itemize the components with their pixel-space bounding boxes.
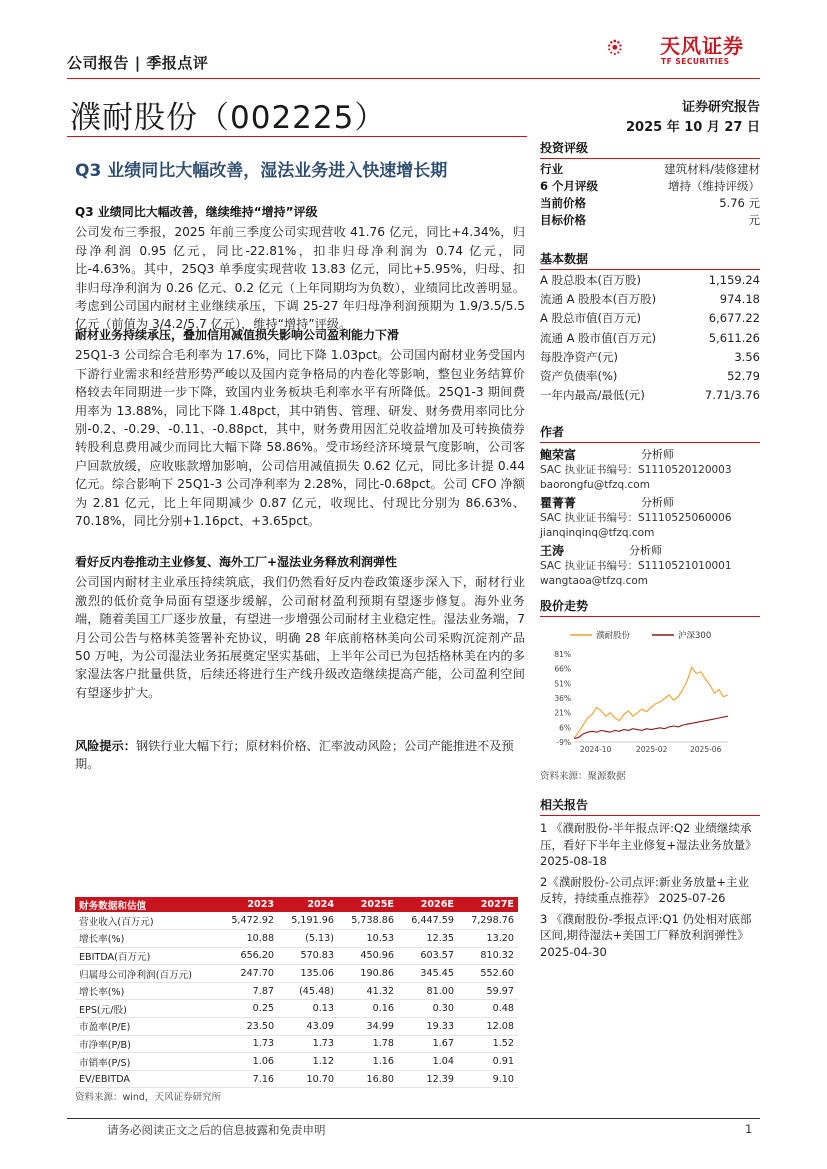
rating-key: 行业 [540, 162, 563, 176]
basic-row [540, 309, 760, 328]
table-row [75, 1018, 518, 1036]
rating-value: 5.76 元 [719, 196, 760, 210]
risk-label: 风险提示： [75, 739, 136, 753]
rating-row [540, 161, 760, 178]
table-cell: 1.73 [278, 1035, 338, 1053]
authors-panel [540, 423, 760, 589]
basic-row [540, 386, 760, 405]
author-email[interactable]: baorongfu@tfzq.com [540, 479, 650, 491]
basic-value: 974.18 [719, 292, 760, 307]
table-cell: 1.52 [458, 1035, 518, 1053]
doc-type: 公司报告 | 季报点评 [67, 54, 209, 72]
authors-title: 作者 [540, 423, 760, 443]
table-cell: 5,472.92 [218, 912, 278, 930]
rating-key: 目标价格 [540, 213, 586, 227]
table-cell: 16.80 [338, 1070, 398, 1088]
table-header-cell: 2025E [338, 897, 398, 912]
table-cell: 23.50 [218, 1018, 278, 1036]
y-tick-label: -9% [556, 738, 571, 747]
author-entry [540, 542, 760, 589]
rating-panel [540, 139, 760, 229]
price-chart-title: 股价走势 [540, 597, 760, 617]
basic-key: A 股总股本(百万股) [540, 273, 641, 287]
section-1-text: 公司发布三季报，2025 年前三季度公司实现营收 41.76 亿元，同比+4.34%，归母净利润 0.95 亿元，同比-22.81%，扣非归母净利润为 0.74 亿元，同比-4.63%。其中，25Q3 单季度实现营收 13.83 亿元，同比+5.95%，归母、扣非归母净利润为 0.26 亿元、0.2 亿元（上年同期均为负数），业绩同比改善明显。考虑到公司国内耐材主业继续承压，下调 25-27 年归母净利润预期为 1.9/3.5/5.5 亿元（前值为 3/4.2/5.7 亿元），维持“增持”评级。 [75, 225, 525, 332]
author-role: 分析师 [641, 448, 675, 461]
table-header-cell: 2024 [278, 897, 338, 912]
rating-value: 增持（维持评级） [668, 179, 760, 193]
table-cell: 1.78 [338, 1035, 398, 1053]
basic-value: 6,677.22 [708, 311, 760, 326]
rating-key: 当前价格 [540, 196, 586, 210]
table-cell: 19.33 [398, 1018, 458, 1036]
table-cell: 9.10 [458, 1070, 518, 1088]
basic-key: A 股总市值(百万元) [540, 311, 641, 326]
table-cell: 1.73 [218, 1035, 278, 1053]
rating-key: 6 个月评级 [540, 179, 599, 193]
basic-value: 7.71/3.76 [704, 388, 760, 403]
basic-data-panel [540, 250, 760, 405]
rating-row [540, 178, 760, 195]
table-row-label: 营业收入(百万元) [75, 912, 218, 930]
table-cell: 247.70 [218, 965, 278, 983]
section-2-title: 耐材业务持续承压，叠加信用减值损失影响公司盈利能力下滑 [75, 328, 400, 342]
legend-label: 濮耐股份 [596, 631, 631, 641]
table-cell: 0.48 [458, 1000, 518, 1018]
table-cell: 5,191.96 [278, 912, 338, 930]
table-cell: 0.91 [458, 1053, 518, 1071]
basic-row [540, 329, 760, 348]
table-row-label: EPS(元/股) [75, 1000, 218, 1018]
table-row-label: 市盈率(P/E) [75, 1018, 218, 1036]
table-row [75, 965, 518, 983]
title-divider [67, 136, 527, 137]
author-name: 鲍荣富 [540, 448, 577, 462]
risk-warning [75, 737, 525, 774]
section-3-text: 公司国内耐材主业承压持续筑底，我们仍然看好反内卷政策逐步深入下，耐材行业激烈的低价竞争局面有望逐步缓解，公司耐材盈利预期有望逐步修复。海外业务端，随着美国工厂逐步放量，有望进一步增强公司耐材主业稳定性。湿法业务端，7 月公司公告与格林美签署补充协议，明确 28 年底前格林美向公司采购沉淀剂产品 50 万吨，为公司湿法业务拓展奠定坚实基础，上半年公司已为包括格林美在内的多家湿法客户批量供货，后续还将进行生产线升级改造继续提高产能，公司盈利空间有望逐步扩大。 [75, 575, 525, 700]
table-cell: 43.09 [278, 1018, 338, 1036]
table-row [75, 947, 518, 965]
author-email[interactable]: jianqinqinq@tfzq.com [540, 527, 655, 539]
company-title: 濮耐股份（002225） [70, 100, 387, 136]
table-row-label: EBITDA(百万元) [75, 947, 218, 965]
chart-source: 资料来源：聚源数据 [540, 771, 626, 782]
table-cell: 1.67 [398, 1035, 458, 1053]
x-tick-label: 2024-10 [580, 745, 612, 754]
table-cell: 0.30 [398, 1000, 458, 1018]
table-cell: (45.48) [278, 982, 338, 1000]
basic-value: 1,159.24 [708, 273, 760, 287]
table-cell: 345.45 [398, 965, 458, 983]
table-row [75, 930, 518, 948]
table-cell: 7.16 [218, 1070, 278, 1088]
table-cell: 10.70 [278, 1070, 338, 1088]
table-cell: 1.04 [398, 1053, 458, 1071]
section-1 [75, 203, 525, 334]
table-row [75, 1053, 518, 1071]
basic-key: 资产负债率(%) [540, 369, 618, 384]
risk-text: 钢铁行业大幅下行；原材料价格、汇率波动风险；公司产能推进不及预期。 [75, 739, 514, 772]
author-role: 分析师 [629, 544, 663, 557]
y-tick-label: 66% [554, 664, 571, 674]
table-cell: 5,738.86 [338, 912, 398, 930]
table-cell: 7.87 [218, 982, 278, 1000]
rating-title: 投资评级 [540, 139, 760, 159]
table-cell: 190.86 [338, 965, 398, 983]
table-cell: (5.13) [278, 930, 338, 948]
legend-label: 沪深300 [678, 631, 712, 641]
rating-value: 元 [748, 213, 760, 227]
report-date: 2025 年 10 月 27 日 [626, 120, 760, 135]
table-cell: 13.20 [458, 930, 518, 948]
y-tick-label: 51% [554, 679, 571, 689]
table-cell: 59.97 [458, 982, 518, 1000]
basic-key: 一年内最高/最低(元) [540, 388, 645, 403]
related-report-item[interactable]: 3 《濮耐股份-季报点评:Q1 仍处相对底部区间,期待湿法+美国工厂释放利润弹性》 2025-04-30 [540, 911, 752, 959]
basic-data-title: 基本数据 [540, 250, 760, 270]
basic-row [540, 290, 760, 309]
table-cell: 12.08 [458, 1018, 518, 1036]
rating-row [540, 195, 760, 212]
basic-row [540, 271, 760, 290]
price-chart [540, 620, 760, 765]
table-row-label: 归属母公司净利润(百万元) [75, 965, 218, 983]
table-cell: 34.99 [338, 1018, 398, 1036]
rating-value: 建筑材料/装修建材 [664, 162, 760, 176]
table-row-label: 增长率(%) [75, 930, 218, 948]
table-row [75, 1000, 518, 1018]
table-source: 资料来源：wind，天风证券研究所 [75, 1092, 221, 1103]
section-2-text: 25Q1-3 公司综合毛利率为 17.6%，同比下降 1.03pct。公司国内耐材业务受国内下游行业需求和经营形势严峻以及国内竞争格局的内卷化等影响，整包业务结算价格较去年同期进一步下降，致国内业务板块毛利率水平有所降低。25Q1-3 期间费用率为 13.88%，同比下降 1.48pct，其中销售、管理、研发、财务费用率同比分别-0.2、-0.29、-0.11、-0.88pct，其中，财务费用因汇兑收益增加及可转换债券转股利息费用减少而同比大幅下降 58.86%。受市场经济环境景气度影响，公司客户回款放缓，应收账款增加影响，公司信用减值损失 0.62 亿元，同比多计提 0.44 亿元。综合影响下 25Q1-3 公司净利率为 2.28%，同比-0.68pct。公司 CFO 净额为 2.81 亿元，比上年同期减少 0.87 亿元，收现比、付现比分别为 86.63%、70.18%，同比分别+1.16pct、+3.65pct。 [75, 348, 525, 529]
author-cert: SAC 执业证书编号：S1110521010001 [540, 560, 732, 572]
basic-value: 3.56 [734, 349, 760, 364]
series-line [574, 667, 728, 738]
related-reports [540, 796, 760, 960]
related-report-item[interactable]: 1 《濮耐股份-半年报点评:Q2 业绩继续承压，看好下半年主业修复+湿法业务放量》 2025-08-18 [540, 821, 757, 868]
footer-disclaimer: 请务必阅读正文之后的信息披露和免责申明 [107, 1123, 326, 1137]
table-row-label: EV/EBITDA [75, 1070, 218, 1088]
footer-divider [67, 1118, 760, 1119]
author-entry [540, 446, 760, 493]
x-tick-label: 2025-06 [690, 745, 722, 754]
table-cell: 450.96 [338, 947, 398, 965]
author-role: 分析师 [641, 496, 675, 509]
table-cell: 81.00 [398, 982, 458, 1000]
author-email[interactable]: wangtaoa@tfzq.com [540, 575, 649, 587]
table-cell: 656.20 [218, 947, 278, 965]
table-row-label: 增长率(%) [75, 982, 218, 1000]
table-cell: 6,447.59 [398, 912, 458, 930]
table-cell: 10.88 [218, 930, 278, 948]
price-chart-header [540, 597, 760, 617]
section-3-title: 看好反内卷推动主业修复、海外工厂+湿法业务释放利润弹性 [75, 555, 398, 569]
table-cell: 1.16 [338, 1053, 398, 1071]
table-row [75, 1035, 518, 1053]
basic-row [540, 348, 760, 367]
section-2 [75, 326, 525, 530]
author-name: 王涛 [540, 544, 565, 558]
table-cell: 1.06 [218, 1053, 278, 1071]
logo-text-en: TF SECURITIES [661, 57, 730, 66]
table-cell: 12.39 [398, 1070, 458, 1088]
y-tick-label: 21% [554, 708, 571, 718]
basic-key: 每股净资产(元) [540, 349, 618, 364]
table-row-label: 市销率(P/S) [75, 1053, 218, 1071]
basic-row [540, 367, 760, 386]
table-row [75, 982, 518, 1000]
table-row [75, 912, 518, 930]
table-cell: 12.35 [398, 930, 458, 948]
table-header-cell: 2026E [398, 897, 458, 912]
basic-key: 流通 A 股市值(百万元) [540, 330, 657, 345]
basic-value: 5,611.26 [708, 330, 760, 345]
table-cell: 0.16 [338, 1000, 398, 1018]
x-tick-label: 2025-02 [636, 745, 668, 754]
related-title: 相关报告 [540, 796, 760, 816]
table-cell: 570.83 [278, 947, 338, 965]
table-header-cell: 2023 [218, 897, 278, 912]
table-row [75, 1070, 518, 1088]
author-cert: SAC 执业证书编号：S1110525060006 [540, 512, 732, 524]
table-cell: 552.60 [458, 965, 518, 983]
table-cell: 10.53 [338, 930, 398, 948]
table-cell: 135.06 [278, 965, 338, 983]
table-row-label: 市净率(P/B) [75, 1035, 218, 1053]
header-divider [67, 78, 760, 79]
y-tick-label: 6% [559, 723, 571, 733]
table-header-row [75, 897, 518, 912]
related-report-item[interactable]: 2《濮耐股份-公司点评:新业务放量+主业反转，持续重点推荐》 2025-07-26 [540, 874, 749, 905]
section-1-title: Q3 业绩同比大幅改善，继续维持“增持”评级 [75, 205, 318, 219]
author-cert: SAC 执业证书编号：S1110520120003 [540, 464, 732, 476]
report-type: 证券研究报告 [681, 100, 760, 115]
series-line [574, 716, 728, 738]
author-entry [540, 494, 760, 541]
basic-key: 流通 A 股股本(百万股) [540, 292, 657, 307]
table-header-cell: 财务数据和估值 [75, 897, 218, 912]
page-number: 1 [745, 1122, 753, 1136]
table-cell: 0.13 [278, 1000, 338, 1018]
logo-text: 天风证券 [660, 34, 744, 58]
y-tick-label: 36% [554, 694, 571, 703]
author-name: 瞿菁菁 [540, 496, 577, 510]
table-cell: 0.25 [218, 1000, 278, 1018]
headline: Q3 业绩同比大幅改善，湿法业务进入快速增长期 [75, 161, 448, 181]
table-cell: 7,298.76 [458, 912, 518, 930]
y-tick-label: 81% [554, 650, 571, 659]
table-cell: 603.57 [398, 947, 458, 965]
logo-mark-icon [605, 20, 661, 76]
financial-table [75, 897, 518, 1088]
table-cell: 41.32 [338, 982, 398, 1000]
rating-row [540, 212, 760, 229]
table-cell: 1.12 [278, 1053, 338, 1071]
table-header-cell: 2027E [458, 897, 518, 912]
basic-value: 52.79 [727, 369, 760, 384]
section-3 [75, 553, 525, 702]
table-cell: 810.32 [458, 947, 518, 965]
